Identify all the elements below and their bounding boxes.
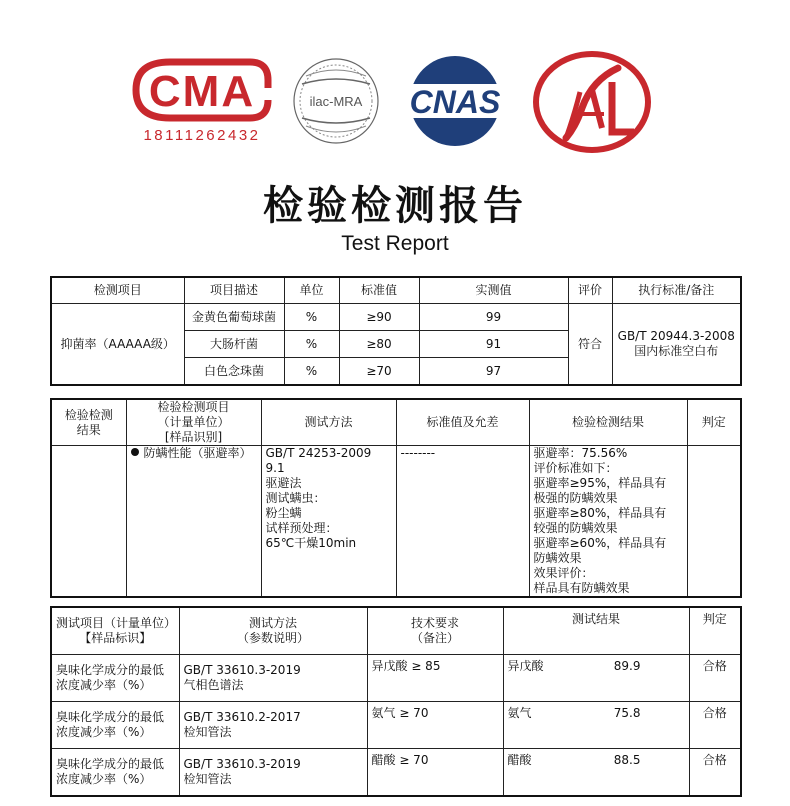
- ilac-mra-logo: [290, 56, 382, 146]
- table-header-row: [51, 277, 741, 304]
- judge-cell: 合格: [689, 702, 741, 749]
- result-cell: [503, 702, 689, 749]
- header-cell-item: [51, 607, 179, 655]
- unit: %: [284, 331, 339, 358]
- report-title: 检验检测报告: [263, 183, 527, 229]
- header-cell-method: 测试方法: [261, 399, 396, 446]
- header-cell-test-result: 检验检测结果: [529, 399, 687, 446]
- standard-note-line2: 国内标准空白布: [634, 344, 719, 358]
- method-line: 9.1: [265, 461, 285, 475]
- result-cell: [503, 655, 689, 702]
- odor-reduction-table: [50, 606, 742, 797]
- header-line: 测试方法: [248, 616, 297, 630]
- header-cell-result: [51, 399, 126, 446]
- item-cell: [51, 702, 179, 749]
- cma-number: 18111262432: [143, 127, 261, 144]
- table-header-row: [51, 607, 741, 655]
- item-line: 浓度减少率（%）: [56, 678, 152, 692]
- method-line: 气相色谱法: [183, 678, 244, 692]
- item-line: 臭味化学成分的最低: [56, 757, 165, 771]
- report-subtitle: Test Report: [341, 232, 449, 255]
- standard-value: ≥80: [339, 331, 419, 358]
- header-cell-judge: 判定: [689, 607, 741, 655]
- result-line: 驱避率≥95%，样品具有: [533, 476, 667, 490]
- result-value: 89.9: [613, 659, 641, 673]
- header-cell: 执行标准/备注: [612, 277, 741, 304]
- evaluation: 符合: [568, 304, 612, 386]
- ilac-text: ilac-MRA: [309, 94, 363, 109]
- header-line: （参数说明）: [236, 631, 309, 645]
- standard-note: [612, 304, 741, 386]
- judge-cell: [687, 446, 741, 598]
- method-line: 测试螨虫：: [265, 491, 326, 505]
- header-cell-requirement: [367, 607, 503, 655]
- result-line: 样品具有防螨效果: [533, 581, 630, 595]
- method-cell: [179, 749, 367, 797]
- cma-logo: [130, 54, 278, 146]
- unit: %: [284, 304, 339, 331]
- method-line: GB/T 33610.2-2017: [183, 710, 301, 724]
- method-line: GB/T 33610.3-2019: [183, 663, 301, 677]
- test-result-cell: [529, 446, 687, 598]
- requirement-cell: 醋酸 ≥ 70: [367, 749, 503, 797]
- result-line: 驱避率≥80%，样品具有: [533, 506, 667, 520]
- method-line: 试样预处理：: [265, 521, 338, 535]
- method-line: 粉尘螨: [265, 506, 302, 520]
- header-cell-item: [126, 399, 261, 446]
- result-line: 评价标准如下：: [533, 461, 618, 475]
- table-row: [51, 702, 741, 749]
- result-cell: [51, 446, 126, 598]
- item-line: 臭味化学成分的最低: [56, 710, 165, 724]
- requirement-cell: 氨气 ≥ 70: [367, 702, 503, 749]
- item-line: 浓度减少率（%）: [56, 772, 152, 786]
- header-line: 结果: [76, 422, 101, 437]
- header-cell: 标准值: [339, 277, 419, 304]
- item-desc: 大肠杆菌: [184, 331, 284, 358]
- requirement-cell: 异戊酸 ≥ 85: [367, 655, 503, 702]
- method-cell: [179, 702, 367, 749]
- header-cell: 单位: [284, 277, 339, 304]
- unit: %: [284, 358, 339, 386]
- table-header-row: [51, 399, 741, 446]
- table-row: [51, 749, 741, 797]
- result-line: 效果评价：: [533, 566, 594, 580]
- result-line: 驱避率：75.56%: [533, 446, 628, 460]
- header-line: 测试项目（计量单位）: [56, 616, 177, 630]
- test-item: 抑菌率（AAAAA级）: [51, 304, 184, 386]
- item-desc: 白色念珠菌: [184, 358, 284, 386]
- item-text: 防螨性能（驱避率）: [143, 446, 252, 460]
- anti-mite-table: [50, 398, 742, 598]
- item-cell: [51, 749, 179, 797]
- standard-note-line1: GB/T 20944.3-2008: [617, 329, 735, 343]
- cnas-logo: [392, 52, 518, 150]
- antibacterial-table: [50, 276, 742, 386]
- result-value: 75.8: [613, 706, 641, 720]
- header-cell: 项目描述: [184, 277, 284, 304]
- header-cell: 评价: [568, 277, 612, 304]
- method-line: GB/T 24253-2009: [265, 446, 372, 460]
- measured-value: 99: [419, 304, 568, 331]
- method-line: 检知管法: [183, 772, 232, 786]
- result-value: 88.5: [613, 753, 641, 767]
- item-desc: 金黄色葡萄球菌: [184, 304, 284, 331]
- item-cell: [126, 446, 261, 598]
- judge-cell: 合格: [689, 655, 741, 702]
- header-line: （计量单位）: [157, 415, 230, 429]
- header-cell: 检测项目: [51, 277, 184, 304]
- header-line: 检验检测项目: [157, 400, 230, 414]
- method-cell: [261, 446, 396, 598]
- standard-cell: --------: [396, 446, 529, 598]
- result-name: 氨气: [507, 706, 532, 720]
- header-cell-standard: 标准值及允差: [396, 399, 529, 446]
- result-line: 较强的防螨效果: [533, 521, 618, 535]
- measured-value: 97: [419, 358, 568, 386]
- judge-cell: 合格: [689, 749, 741, 797]
- standard-value: ≥90: [339, 304, 419, 331]
- item-line: 臭味化学成分的最低: [56, 663, 165, 677]
- table-row: [51, 655, 741, 702]
- result-line: 极强的防螨效果: [533, 491, 618, 505]
- cnas-text: CNAS: [409, 84, 501, 120]
- header-line: （备注）: [410, 631, 459, 645]
- method-line: 驱避法: [265, 476, 302, 490]
- header-cell-method: [179, 607, 367, 655]
- item-line: 浓度减少率（%）: [56, 725, 152, 739]
- result-cell: [503, 749, 689, 797]
- result-line: 防螨效果: [533, 551, 582, 565]
- result-name: 醋酸: [507, 753, 532, 767]
- logo-row: [0, 40, 790, 160]
- cma-logo-text: CMA: [148, 67, 256, 116]
- bullet-icon: [131, 448, 139, 456]
- standard-value: ≥70: [339, 358, 419, 386]
- header-cell-judge: 判定: [687, 399, 741, 446]
- method-cell: [179, 655, 367, 702]
- table-row: [51, 304, 741, 331]
- header-line: 检验检测: [64, 407, 113, 422]
- method-line: 检知管法: [183, 725, 232, 739]
- method-line: GB/T 33610.3-2019: [183, 757, 301, 771]
- header-line: [样品识别]: [164, 430, 223, 444]
- result-name: 异戊酸: [507, 659, 544, 673]
- measured-value: 91: [419, 331, 568, 358]
- header-line: 【样品标识】: [79, 631, 152, 645]
- header-cell-result: 测试结果: [503, 607, 689, 655]
- method-line: 65℃干燥10min: [265, 536, 357, 550]
- cal-logo: [530, 50, 654, 154]
- header-line: 技术要求: [410, 616, 459, 630]
- header-cell: 实测值: [419, 277, 568, 304]
- result-line: 驱避率≥60%，样品具有: [533, 536, 667, 550]
- item-cell: [51, 655, 179, 702]
- table-row: [51, 446, 741, 598]
